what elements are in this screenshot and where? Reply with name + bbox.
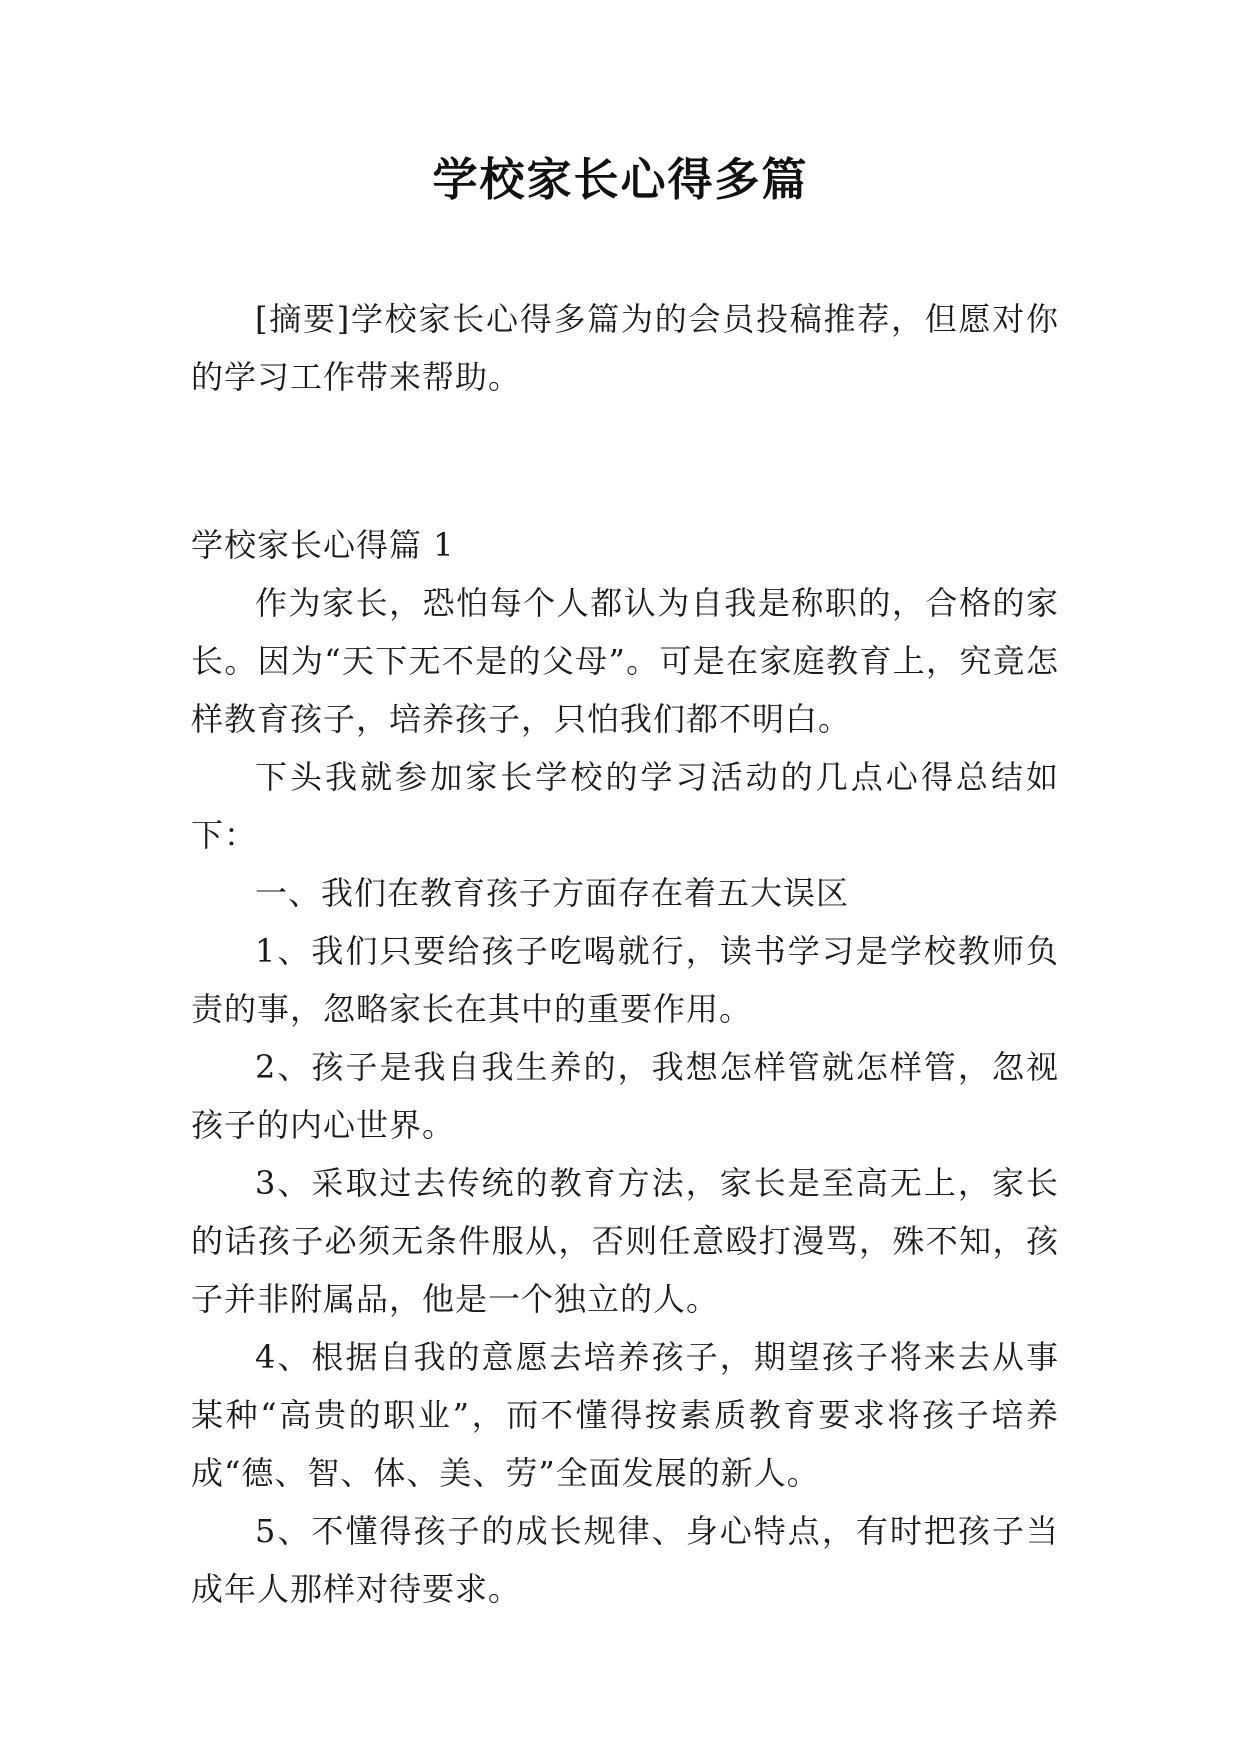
list-item: 4、根据自我的意愿去培养孩子，期望孩子将来去从事某种“高贵的职业”，而不懂得按素质教育要求将孩子培养成“德、智、体、美、劳”全面发展的新人。 [191,1338,1059,1492]
list-item: 1、我们只要给孩子吃喝就行，读书学习是学校教师负责的事，忽略家长在其中的重要作用。 [191,932,1059,1028]
document-title: 学校家长心得多篇 [432,153,809,206]
list-item: 2、孩子是我自我生养的，我想怎样管就怎样管，忽视孩子的内心世界。 [191,1048,1059,1144]
list-item: 5、不懂得孩子的成长规律、身心特点，有时把孩子当成年人那样对待要求。 [191,1512,1059,1608]
body-paragraph: 下头我就参加家长学校的学习活动的几点心得总结如下： [191,758,1059,854]
summary-paragraph: [摘要]学校家长心得多篇为的会员投稿推荐，但愿对你的学习工作带来帮助。 [191,300,1059,396]
list-item: 3、采取过去传统的教育方法，家长是至高无上，家长的话孩子必须无条件服从，否则任意殴打漫骂，殊不知，孩子并非附属品，他是一个独立的人。 [191,1164,1059,1318]
list-heading: 一、我们在教育孩子方面存在着五大误区 [255,874,850,912]
body-paragraph: 作为家长，恐怕每个人都认为自我是称职的，合格的家长。因为“天下无不是的父母”。可是在家庭教育上，究竟怎样教育孩子，培养孩子，只怕我们都不明白。 [191,584,1059,738]
section-heading: 学校家长心得篇 1 [191,526,455,564]
document-body [191,290,1059,1618]
